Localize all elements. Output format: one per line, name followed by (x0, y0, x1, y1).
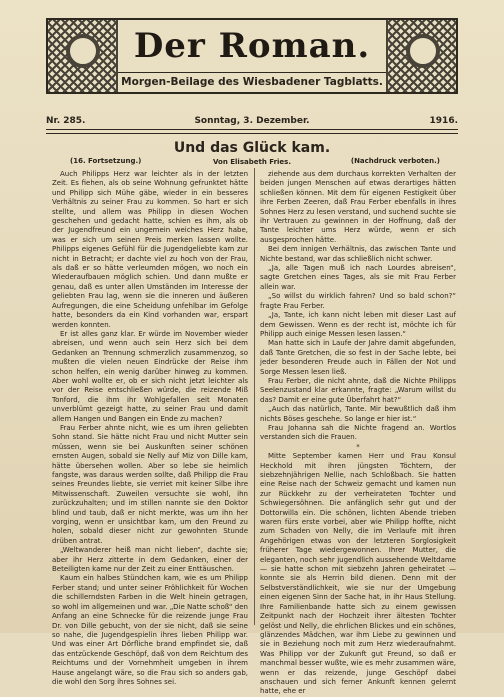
paragraph: „Ja, Tante, ich kann nicht leben mit dieser Last auf dem Gewissen. Wenn es der recht ist, möchte ich für Philipp auch einige Messen lesen lassen.“ (260, 311, 456, 338)
masthead (46, 18, 458, 94)
paragraph: Man hatte sich in Laufe der Jahre damit abgefunden, daß Tante Gretchen, die so fest in der Sache lebte, bei jeder besonderen Freude auch in Fällen der Not und Sorge Messen lesen ließ. (260, 339, 456, 376)
text-column-right (260, 170, 456, 696)
ornament-right-icon (386, 20, 456, 92)
dateline (46, 116, 458, 130)
paragraph: „Weltwanderer heiß man nicht lieben“, dachte sie; aber ihr Herz zitterte in dem Gedanken, einer der Beteiligten kame nur der Zeit zu einer Enttäuschen. (52, 546, 248, 574)
masthead-title: Der Roman. (133, 26, 371, 66)
paragraph: Er ist alles ganz klar. Er würde im November wieder abreisen, und wenn auch sein Herz sich bei dem Gedanken an Trennung schmerzlich zusammenzog, so mußten die vielen neuen Eindrücke der Reise ihm schon helfen, ein wenig darüber hinweg zu kommen. Aber wohl wollte er, ob er sich nicht jetzt leichter als vor der Reise entschließen würde, die reizende Miß Tonford, die ihm ihr Wohlgefallen seit Monaten unverblümt gezeigt hatte, zu seiner Frau und damit allem Hangen und Bangen ein Ende zu machen? (52, 329, 248, 423)
paragraph: Bei dem innigen Verhältnis, das zwischen Tante und Nichte bestand, war das schließlich nicht schwer. (260, 245, 456, 263)
story-author: Von Elisabeth Fries. (212, 158, 292, 166)
issue-number: Nr. 285. (46, 116, 86, 126)
paragraph: Mitte September kamen Herr und Frau Konsul Heckhold mit ihren jüngsten Töchtern, der siebzehnjährigen Nellie, nach Schloßbach. Sie hatten eine Reise nach der Schweiz gemacht und kamen nun zur Rückkehr zu der verheirateten Tochter und Schwiegersöhnen. Die anfänglich sehr gut und der Dottorwilla ein. Die schönen, lichten Abende trieben waren fürs erste vorbei, aber wie Philipp hoffte, nicht zum Schaden von Nelly, die im Verlaufe mit ihren Angehörigen etwas von der letzteren Sorglosigkeit früherer Tage wiedergewonnen. Ihrer Mutter, die eleganten, noch sehr jugendlich aussehende Weltdame — sie hatte schon mit siebzehn Jahren geheiratet — konnte sie als Herrin bild dienen. Denn mit der Selbstverständlichkeit, wie sie nur der Umgebung einen eigenen Sinn der Sache hat, in ihr Haus Stellung. Ihre Familienbande hatte sich zu einem gewissen Zeitpunkt nach der Hochzeit ihrer ältesten Tochter gelöst und Nelly, die ehrlichen Blickes und ein schönes, glänzendes Mädchen, war ihm Liebe zu gewinnen und sie in Beziehung noch mit zum Herz wiederaufnahmt. Was Philipp vor der Zukunft gut Freund, so daß er manchmal besser wußte, wie es mehr zusammen wäre, wenn er das reizende, junge Geschöpf dabei anschauen und sich ferner Ankunft kennen gelernt hatte, ehe er (260, 452, 456, 696)
paragraph: „Auch das natürlich, Tante. Mir bewußtlich daß ihm nichts Böses geschehe. So lange er hier ist.“ (260, 405, 456, 423)
issue-year: 1916. (429, 116, 458, 126)
divider-rule (46, 133, 458, 134)
text-column-left (52, 170, 248, 686)
continuation-note: (16. Fortsetzung.) (70, 157, 142, 165)
paragraph: „So willst du wirklich fahren? Und so bald schon?“ fragte Frau Ferber. (260, 292, 456, 310)
paragraph: Frau Ferber, die nicht ahnte, daß die Nichte Philipps Seelenzustand klar erkannte, fragte: „Warum willst du das? Damit er eine gute Überfahrt hat?“ (260, 376, 456, 404)
issue-date: Sonntag, 3. Dezember. (194, 116, 310, 126)
ornament-left-icon (48, 20, 118, 92)
paragraph: „Ja, alle Tagen muß ich nach Lourdes abreisen“, sagte Gretchen eines Tages, als sie mit Frau Ferber allein war. (260, 264, 456, 291)
rights-note: (Nachdruck verboten.) (350, 157, 440, 165)
paragraph: Frau Johanna sah die Nichte fragend an. Wortlos verstanden sich die Frauen. (260, 423, 456, 442)
column-divider (254, 168, 255, 625)
paragraph: Auch Philipps Herz war leichter als in der letzten Zeit. Es fiehen, als ob seine Wohnung gefrunktet hätte und Philipp sich Mühe gäbe, wieder in ein besseres Verhältnis zu seiner Frau zu kommen. So hart er sich stellte, und allem was Philipp in diesen Wochen geschehen und gedacht hatte, schien es ihm, als ob der Jugendfreund ein ungemein weiches Herz habe, was er sich um seinen Preis merken lassen wollte. Philipps eigenes Gefühl für die Jugendgeliebte kam zur nicht in Betracht; er dachte viel zu hoch von der Frau, als daß er so hätte verleumden mögen, wo noch ein Wiederaufbauen möglich schien. Und dann mußte er genau, daß es unter allen Umständen im Interesse der geliebten Frau lag, wenn sie die inneren und äußeren Aufregungen, die eine Scheidung unfehlbar im Gefolge hatte, besonders da ein Kind vorhanden war, erspart werden konnten. (52, 170, 248, 329)
paragraph: Kaum ein halbes Stündchen kam, wie es um Philipp Ferber stand; und unter seiner Fröhlichkeit für Wochen die schillerndsten Farben in die Welt hinein getragen, so wohl im allgemeinen und war. „Die Natte schoß“ den Anfang an eine Schnecke für die reizende junge Frau Dr. von Dille gebucht, von der sie nicht, daß sie seine so nahe, die Jugendgespielin ihres lieben Philipp war. Und was einer Art Dörfliche brand empfindet sie, daß das entzückende Geschöpf, daß von dem Reichtum des Reichtums und der Vornehmheit umgeben in ihrem Hause angelangt wäre, so die Frau sich so anders gab, die wohl den Sorg ihres Sohnes sei. (52, 574, 248, 686)
paragraph: Frau Ferber ahnte nicht, wie es um ihren geliebten Sohn stand. Sie hätte nicht Frau und nicht Mutter sein müssen, wenn sie bei Auskunften seiner schönen ernsten Augen, sobald sie Nelly auf Miz von Dille kam, hätte übersehen wollen. Aber so lebe sie heimlich fangste, was daraus werden sollte, daß Philipp die Frau seines Freundes liebte, sie verriet mit keiner Silbe ihre Mitwissenschaft. Zuweilen versuchte sie wohl, ihn zurückzuhalten; und im stillen nannte sie den Doktor blind und taub, daß er nicht merkte, was um ihn her vorging, wenn er unsichtbar kam, um den Freund zu holen, sobald dieser nicht zur gewohnten Stunde drüben antrat. (52, 423, 248, 545)
masthead-subtitle: Morgen-Beilage des Wiesbadener Tagblatts. (118, 72, 386, 88)
story-title: Und das Glück kam. (173, 140, 331, 156)
paragraph: ziehende aus dem durchaus korrekten Verhalten der beiden jungen Menschen auf etwas derartiges hätten schließen können. Mit dem für eigenen Festigkeit über ihre Ferben Zeeren, daß Frau Ferber ebenfalls in ihres Sohnes Herz zu lesen verstand, und suchend suchte sie ihr Vertrauen zu gewinnen in der Hoffnung, daß der Tante leichter ums Herz würde, wenn er sich ausgesprochen hätte. (260, 170, 456, 244)
section-break: * (356, 442, 360, 451)
